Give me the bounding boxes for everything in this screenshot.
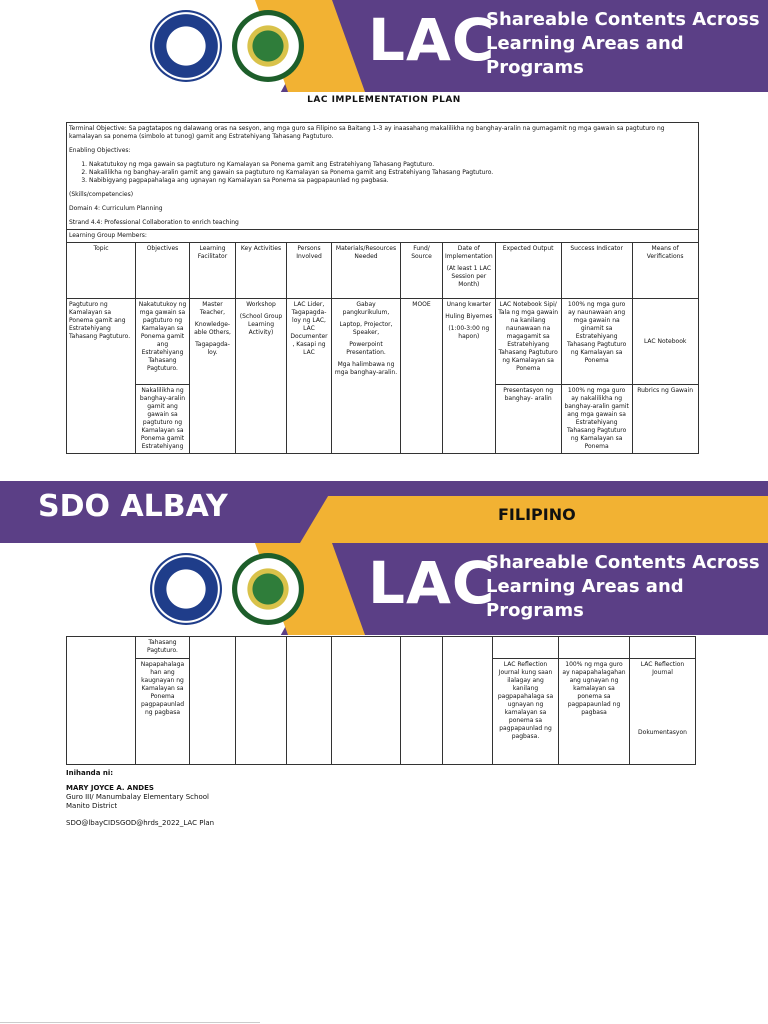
- fund-cell: MOOE: [401, 299, 443, 454]
- column-header: Success Indicator: [561, 243, 632, 299]
- sdo-label: SDO ALBAY: [38, 489, 228, 524]
- terminal-objective: Terminal Objective: Sa pagtatapos ng dalawang oras na sesyon, ang mga guro sa Filipino sa Baitang 1-3 ay inaasahang makalilikha ng banghay-aralin na gumagamit ng mga gawain sa pagtuturo ng kamalayan sa ponema (simbolo at tunog) gamit ang Estratehiyang Tahasang Pagtuturo.: [69, 125, 665, 140]
- division-seal-icon: [232, 10, 304, 82]
- lac-plan-table: [66, 122, 699, 454]
- means-cell: LAC Notebook: [632, 299, 698, 385]
- column-header: Fund/ Source: [401, 243, 443, 299]
- column-header: Materials/Resources Needed: [332, 243, 401, 299]
- column-header: Topic: [67, 243, 136, 299]
- strand-label: Strand 4.4: Professional Collaboration to enrich teaching: [69, 219, 239, 226]
- table-row: [67, 637, 696, 659]
- members-row: Learning Group Members:: [67, 230, 699, 243]
- column-header: Expected Output: [495, 243, 561, 299]
- lac-logo-text: LAC: [368, 6, 496, 74]
- topic-cell: Pagtuturo ng Kamalayan sa Ponema gamit ang Estratehiyang Tahasang Pagtuturo.: [67, 299, 136, 454]
- page-title: LAC IMPLEMENTATION PLAN: [307, 95, 461, 105]
- means-cell: LAC Reflection Journal Dokumentasyon: [630, 659, 696, 765]
- column-header: Persons Involved: [287, 243, 332, 299]
- list-item: 2. Nakalilikha ng banghay-aralin gamit ang gawain sa pagtuturo ng Kamalayan sa Ponema gamit ang Estratehiyang Tahasang Pagtuturo.: [89, 169, 696, 177]
- column-header: Means of Verifications: [632, 243, 698, 299]
- enabling-objectives-list: [69, 161, 696, 185]
- lac-logo-text: LAC: [368, 549, 496, 617]
- author-name: MARY JOYCE A. ANDES: [66, 784, 154, 792]
- output-cell: Presentasyon ng banghay- aralin: [495, 385, 561, 454]
- second-banner: [0, 543, 768, 635]
- prepared-by: Inihanda ni: MARY JOYCE A. ANDES Guro III/ Manumbalay Elementary School Manito District SDO@lbayCIDSGOD@hrds_2022_LAC Plan: [66, 769, 215, 827]
- skills-label: (Skills/competencies): [69, 191, 134, 198]
- divider: [0, 1022, 260, 1023]
- header-row: [67, 243, 699, 299]
- column-header: Objectives: [136, 243, 190, 299]
- list-item: 3. Nabibigyang pagpapahalaga ang ugnayan ng Kamalayan sa Ponema sa pagpapaunlad ng pagbasa.: [89, 177, 696, 185]
- objective-cell: Nakalilikha ng banghay-aralin gamit ang gawain sa pagtuturo ng Kamalayan sa Ponema gamit Estratehiyang: [136, 385, 190, 454]
- top-banner: [0, 0, 768, 92]
- output-cell: LAC Notebook Sipi/ Tala ng mga gawain na kanilang naunawaan na magagamit sa Estratehiyang Tahasang Pagtuturo ng Kamalayan sa Ponema: [495, 299, 561, 385]
- activity-cell: Workshop (School Group Learning Activity): [236, 299, 287, 454]
- table-row: [67, 299, 699, 385]
- objectives-block: [67, 123, 699, 230]
- column-header: Key Activities: [236, 243, 287, 299]
- success-cell: 100% ng mga guro ay nakalilikha ng banghay-aralin gamit ang mga gawain sa Estratehiyang Tahasang Pagtuturo ng Kamalayan sa Ponema: [561, 385, 632, 454]
- means-cell: Rubrics ng Gawain: [632, 385, 698, 454]
- lac-plan-table-continued: [66, 636, 696, 765]
- success-cell: 100% ng mga guro ay naunawaan ang mga gawain na ginamit sa Estratehiyang Tahasang Pagtuturo ng Kamalayan sa Ponema: [561, 299, 632, 385]
- facilitator-cell: Master Teacher, Knowledge-able Others, Tagapagda-loy.: [190, 299, 236, 454]
- objective-cell: Nakatutukoy ng mga gawain sa pagtuturo ng Kamalayan sa Ponema gamit ang Estratehiyang Tahasang Pagtuturo.: [136, 299, 190, 385]
- division-seal-icon: [232, 553, 304, 625]
- subject-label: FILIPINO: [498, 505, 576, 524]
- column-header: Learning Facilitator: [190, 243, 236, 299]
- deped-seal-icon: [150, 553, 222, 625]
- document-code: SDO@lbayCIDSGOD@hrds_2022_LAC Plan: [66, 819, 215, 827]
- objective-cell: Napapahalaga han ang kaugnayan ng Kamalayan sa Ponema pagpapaunlad ng pagbasa: [136, 659, 190, 765]
- persons-cell: LAC Lider, Tagapagda-loy ng LAC, LAC Documenter , Kasapi ng LAC: [287, 299, 332, 454]
- output-cell: LAC Reflection Journal kung saan ilalagay ang kanilang pagpapahalaga sa ugnayan ng kamalayan sa ponema sa pagpapaunlad ng pagbasa.: [493, 659, 559, 765]
- banner-tagline: Shareable Contents Across Learning Areas and Programs: [486, 9, 760, 78]
- column-header: Date of Implementation (At least 1 LAC Session per Month): [443, 243, 496, 299]
- banner-tagline: Shareable Contents Across Learning Areas and Programs: [486, 552, 760, 621]
- author-district: Manito District: [66, 802, 118, 810]
- date-cell: Unang kwarter Huling Biyernes (1:00-3:00 ng hapon): [443, 299, 496, 454]
- domain-label: Domain 4: Curriculum Planning: [69, 205, 163, 212]
- list-item: 1. Nakatutukoy ng mga gawain sa pagtuturo ng Kamalayan sa Ponema gamit ang Estratehiyang Tahasang Pagtuturo.: [89, 161, 696, 169]
- deped-seal-icon: [150, 10, 222, 82]
- sdo-band: [0, 481, 768, 543]
- enabling-label: Enabling Objectives:: [69, 147, 131, 154]
- author-position: Guro III/ Manumbalay Elementary School: [66, 793, 209, 801]
- objective-cell: Tahasang Pagtuturo.: [136, 637, 190, 659]
- success-cell: 100% ng mga guro ay napapahalagahan ang ugnayan ng kamalayan sa ponema sa pagpapaunlad ng pagbasa: [559, 659, 630, 765]
- materials-cell: Gabay pangkurikulum, Laptop, Projector, Speaker, Powerpoint Presentation. Mga halimbawa ng mga banghay-aralin.: [332, 299, 401, 454]
